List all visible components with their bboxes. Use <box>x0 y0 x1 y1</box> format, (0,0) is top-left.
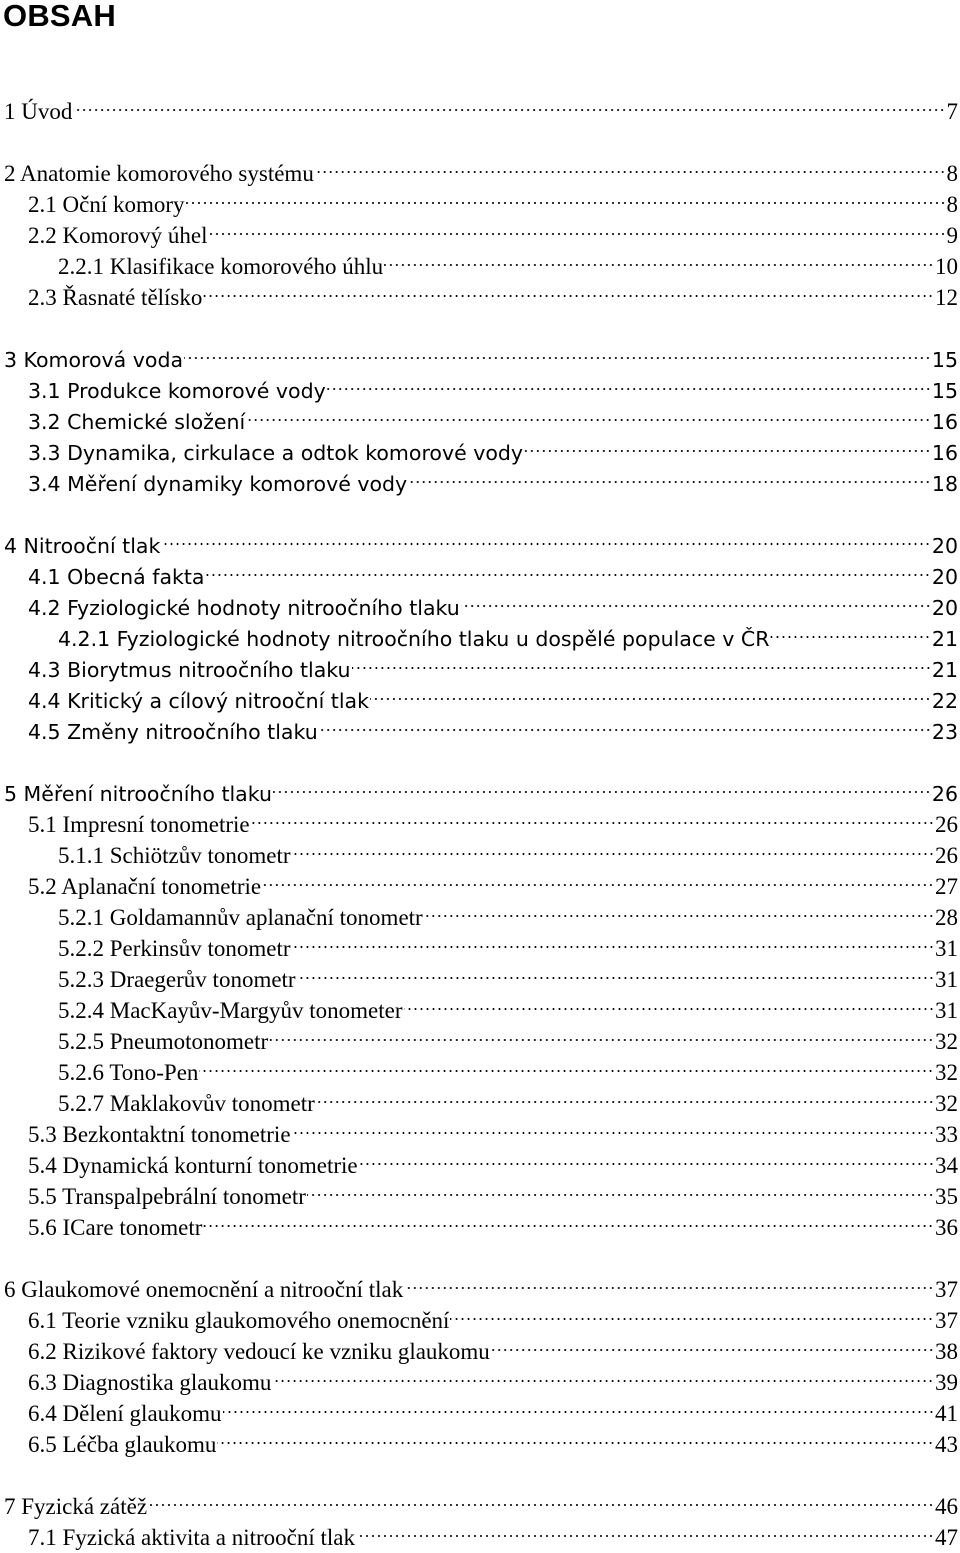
toc-dot-leader <box>370 677 931 708</box>
toc-entry[interactable] <box>58 832 958 868</box>
toc-entry-title: 4.4 Kritický a cílový nitrooční tlak <box>28 686 370 717</box>
toc-entry-page-number: 15 <box>931 345 958 376</box>
toc-entry-page-number: 15 <box>931 376 958 407</box>
toc-dot-leader <box>292 1111 934 1142</box>
toc-entry-title: 3.1 Produkce komorové vody <box>28 376 327 407</box>
toc-entry[interactable] <box>58 956 958 992</box>
toc-dot-leader <box>491 1328 934 1359</box>
toc-entry[interactable] <box>28 1390 958 1426</box>
toc-dot-leader <box>262 863 934 894</box>
toc-dot-leader <box>205 553 930 584</box>
toc-entry-title: 4.2.1 Fyziologické hodnoty nitroočního tlaku u dospělé populace v ČR <box>58 624 770 655</box>
toc-dot-leader <box>384 243 934 274</box>
toc-entry[interactable] <box>58 615 958 651</box>
toc-entry-title: 5.4 Dynamická konturní tonometrie <box>28 1150 359 1181</box>
toc-entry-page-number: 39 <box>934 1367 958 1398</box>
toc-dot-leader <box>223 1390 934 1421</box>
toc-entry-title: 3.3 Dynamika, cirkulace a odtok komorové vody <box>28 438 524 469</box>
toc-dot-leader <box>408 460 931 491</box>
toc-entry-page-number: 27 <box>934 871 958 902</box>
toc-entry[interactable] <box>4 770 958 806</box>
toc-entry-title: 5.2.6 Tono-Pen <box>58 1057 199 1088</box>
toc-entry[interactable] <box>58 1049 958 1085</box>
toc-entry[interactable] <box>28 1514 958 1550</box>
toc-entry[interactable] <box>28 553 958 589</box>
toc-dot-leader <box>184 336 931 367</box>
toc-entry[interactable] <box>58 243 958 279</box>
toc-entry-title: 5.2 Aplanační tonometrie <box>28 871 262 902</box>
toc-entry[interactable] <box>28 677 958 713</box>
toc-entry-page-number: 32 <box>934 1088 958 1119</box>
toc-entry-page-number: 7 <box>946 96 959 127</box>
toc-entry-title: 5.1.1 Schiötzův tonometr <box>58 840 292 871</box>
toc-entry-title: 3.2 Chemické složení <box>28 407 246 438</box>
toc-entry-title: 6.1 Teorie vzniku glaukomového onemocnění <box>28 1305 450 1336</box>
toc-entry-page-number: 21 <box>931 624 958 655</box>
toc-entry[interactable] <box>28 398 958 434</box>
toc-dot-leader <box>404 1266 934 1297</box>
toc-entry[interactable] <box>28 1297 958 1333</box>
page-title: OBSAH <box>3 0 116 33</box>
toc-dot-leader <box>524 429 931 460</box>
toc-entry-title: 2.1 Oční komory <box>28 189 186 220</box>
toc-entry-page-number: 32 <box>934 1026 958 1057</box>
toc-dot-leader <box>186 181 946 212</box>
toc-entry-page-number: 31 <box>934 995 958 1026</box>
toc-dot-leader <box>73 88 945 119</box>
toc-entry[interactable] <box>58 925 958 961</box>
toc-entry-title: 2 Anatomie komorového systému <box>4 158 315 189</box>
toc-entry[interactable] <box>4 1483 958 1519</box>
toc-entry-page-number: 9 <box>946 220 959 251</box>
toc-dot-leader <box>246 398 931 429</box>
toc-entry[interactable] <box>28 1421 958 1457</box>
toc-dot-leader <box>352 646 931 677</box>
toc-entry-title: 4.1 Obecná fakta <box>28 562 205 593</box>
toc-dot-leader <box>450 1297 934 1328</box>
toc-entry-title: 6.3 Diagnostika glaukomu <box>28 1367 272 1398</box>
toc-entry[interactable] <box>4 1266 958 1302</box>
toc-entry-title: 5 Měření nitroočního tlaku <box>4 779 273 810</box>
toc-entry-title: 5.5 Transpalpebrální tonometr <box>28 1181 307 1212</box>
toc-entry-page-number: 32 <box>934 1057 958 1088</box>
toc-entry[interactable] <box>58 894 958 930</box>
toc-dot-leader <box>161 522 931 553</box>
toc-entry-page-number: 36 <box>934 1212 958 1243</box>
toc-entry-title: 5.2.7 Maklakovův tonometr <box>58 1088 316 1119</box>
toc-entry-page-number: 26 <box>931 779 958 810</box>
toc-entry-title: 1 Úvod <box>4 96 73 127</box>
toc-entry[interactable] <box>28 1173 958 1209</box>
toc-entry-page-number: 28 <box>934 902 958 933</box>
toc-entry[interactable] <box>28 646 958 682</box>
toc-dot-leader <box>272 1359 934 1390</box>
toc-entry-title: 4.5 Změny nitroočního tlaku <box>28 717 319 748</box>
toc-entry-title: 4.3 Biorytmus nitroočního tlaku <box>28 655 352 686</box>
toc-entry-page-number: 20 <box>931 531 958 562</box>
toc-entry-title: 6.4 Dělení glaukomu <box>28 1398 223 1429</box>
toc-entry[interactable] <box>28 708 958 744</box>
toc-entry-page-number: 22 <box>931 686 958 717</box>
toc-entry-title: 6.2 Rizikové faktory vedoucí ke vzniku glaukomu <box>28 1336 491 1367</box>
toc-dot-leader <box>319 708 931 739</box>
toc-entry-page-number: 8 <box>946 189 959 220</box>
toc-entry[interactable] <box>28 460 958 496</box>
toc-dot-leader <box>203 274 934 305</box>
toc-dot-leader <box>327 367 931 398</box>
toc-dot-leader <box>307 1173 934 1204</box>
toc-entry-page-number: 23 <box>931 717 958 748</box>
toc-entry-title: 6 Glaukomové onemocnění a nitrooční tlak <box>4 1274 404 1305</box>
toc-entry-title: 7 Fyzická zátěž <box>4 1491 148 1522</box>
toc-entry-page-number: 43 <box>934 1429 958 1460</box>
toc-entry-page-number: 46 <box>934 1491 958 1522</box>
toc-entry-title: 5.2.2 Perkinsův tonometr <box>58 933 292 964</box>
toc-entry[interactable] <box>28 1328 958 1364</box>
toc-entry-title: 3.4 Měření dynamiky komorové vody <box>28 469 408 500</box>
toc-entry-title: 2.2 Komorový úhel <box>28 220 209 251</box>
toc-dot-leader <box>217 1421 934 1452</box>
toc-entry-page-number: 20 <box>931 562 958 593</box>
toc-entry-page-number: 10 <box>934 251 958 282</box>
toc-entry[interactable] <box>28 1204 958 1240</box>
toc-entry-page-number: 31 <box>934 933 958 964</box>
toc-entry[interactable] <box>28 429 958 465</box>
toc-dot-leader <box>315 150 946 181</box>
toc-dot-leader <box>148 1483 934 1514</box>
toc-entry[interactable] <box>4 150 958 186</box>
toc-dot-leader <box>292 832 934 863</box>
toc-entry-page-number: 47 <box>934 1522 958 1553</box>
toc-entry[interactable] <box>28 801 958 837</box>
toc-entry-page-number: 20 <box>931 593 958 624</box>
toc-dot-leader <box>770 615 930 646</box>
toc-entry-title: 5.2.1 Goldamannův aplanační tonometr <box>58 902 424 933</box>
toc-entry-title: 4.2 Fyziologické hodnoty nitroočního tlaku <box>28 593 461 624</box>
toc-dot-leader <box>251 801 934 832</box>
toc-entry[interactable] <box>28 181 958 217</box>
toc-dot-leader <box>461 584 931 615</box>
toc-dot-leader <box>404 987 935 1018</box>
toc-entry-title: 5.1 Impresní tonometrie <box>28 809 251 840</box>
toc-dot-leader <box>203 1204 934 1235</box>
toc-dot-leader <box>269 1018 934 1049</box>
toc-entry-title: 2.3 Řasnaté tělísko <box>28 282 203 313</box>
toc-dot-leader <box>424 894 934 925</box>
toc-dot-leader <box>356 1514 934 1545</box>
toc-entry-page-number: 33 <box>934 1119 958 1150</box>
toc-entry[interactable] <box>28 212 958 248</box>
toc-entry[interactable] <box>4 522 958 558</box>
toc-dot-leader <box>199 1049 934 1080</box>
toc-entry[interactable] <box>4 88 958 124</box>
toc-entry-page-number: 8 <box>946 158 959 189</box>
toc-entry-title: 2.2.1 Klasifikace komorového úhlu <box>58 251 384 282</box>
toc-entry[interactable] <box>28 1111 958 1147</box>
toc-entry-page-number: 16 <box>931 407 958 438</box>
toc-entry-page-number: 37 <box>934 1274 958 1305</box>
toc-dot-leader <box>297 956 934 987</box>
toc-entry[interactable] <box>58 1018 958 1054</box>
toc-entry-page-number: 31 <box>934 964 958 995</box>
toc-entry-page-number: 21 <box>931 655 958 686</box>
toc-entry-title: 3 Komorová voda <box>4 345 184 376</box>
toc-entry-page-number: 16 <box>931 438 958 469</box>
toc-entry-title: 5.3 Bezkontaktní tonometrie <box>28 1119 292 1150</box>
toc-entry[interactable] <box>4 336 958 372</box>
toc-entry[interactable] <box>58 987 958 1023</box>
toc-entry[interactable] <box>28 584 958 620</box>
toc-entry-page-number: 41 <box>934 1398 958 1429</box>
toc-dot-leader <box>209 212 946 243</box>
toc-entry-title: 5.2.5 Pneumotonometr <box>58 1026 269 1057</box>
toc-entry[interactable] <box>28 1142 958 1178</box>
toc-dot-leader <box>292 925 934 956</box>
toc-entry-page-number: 26 <box>934 809 958 840</box>
toc-entry[interactable] <box>28 1359 958 1395</box>
toc-entry-page-number: 26 <box>934 840 958 871</box>
toc-entry-page-number: 35 <box>934 1181 958 1212</box>
toc-entry-page-number: 37 <box>934 1305 958 1336</box>
toc-entry-title: 6.5 Léčba glaukomu <box>28 1429 217 1460</box>
toc-dot-leader <box>316 1080 934 1111</box>
toc-entry-title: 4 Nitrooční tlak <box>4 531 161 562</box>
toc-entry-title: 5.2.4 MacKayův-Margyův tonometer <box>58 995 404 1026</box>
toc-entry-page-number: 38 <box>934 1336 958 1367</box>
toc-entry[interactable] <box>28 274 958 310</box>
toc-entry[interactable] <box>28 863 958 899</box>
toc-entry-page-number: 18 <box>931 469 958 500</box>
toc-entry-title: 5.6 ICare tonometr <box>28 1212 203 1243</box>
toc-dot-leader <box>359 1142 934 1173</box>
toc-entry-title: 7.1 Fyzická aktivita a nitrooční tlak <box>28 1522 356 1553</box>
toc-entry-title: 5.2.3 Draegerův tonometr <box>58 964 297 995</box>
toc-entry[interactable] <box>28 367 958 403</box>
toc-entry-page-number: 34 <box>934 1150 958 1181</box>
toc-dot-leader <box>273 770 931 801</box>
toc-entry[interactable] <box>58 1080 958 1116</box>
toc-entry-page-number: 12 <box>934 282 958 313</box>
